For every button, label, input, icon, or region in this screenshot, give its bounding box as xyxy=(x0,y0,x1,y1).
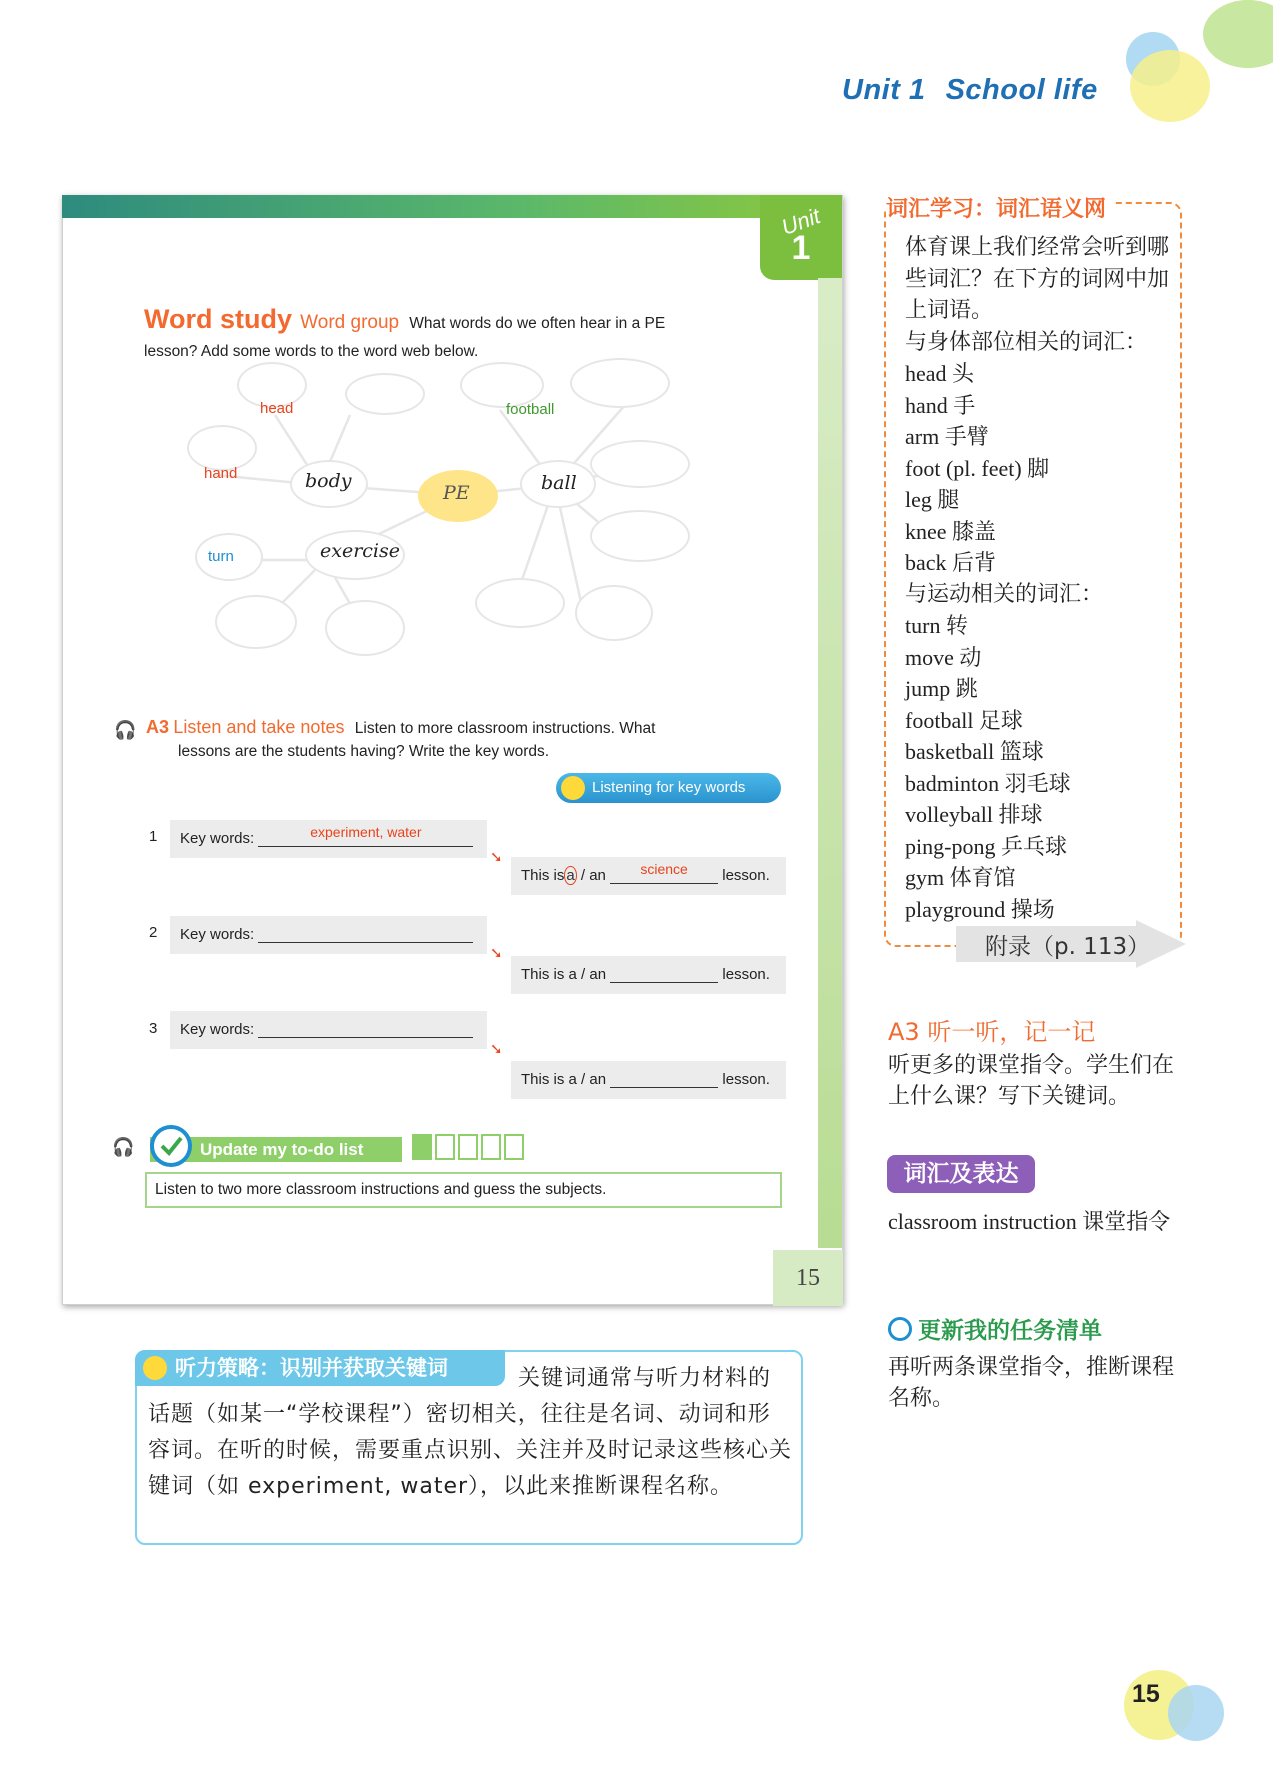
sidebar-update-title: 更新我的任务清单 xyxy=(918,1318,1102,1344)
listening-strategy-label xyxy=(135,1350,505,1386)
todo-box[interactable] xyxy=(504,1134,524,1160)
word-study-subtitle: Word group xyxy=(300,312,400,333)
web-word-pe: PE xyxy=(443,482,470,504)
item-2-answer-line xyxy=(511,956,786,994)
vocab-sport-word: volleyball 排球 xyxy=(905,802,1043,827)
vocab-sport-word: gym 体育馆 xyxy=(905,865,1016,890)
vocab-body-heading: 与身体部位相关的词汇： xyxy=(905,329,1148,355)
arrow-icon: ➘ xyxy=(490,1041,503,1058)
vocab-sport-word: move 动 xyxy=(905,644,982,670)
listening-key-words-label: Listening for key words xyxy=(592,779,746,796)
web-node-empty[interactable] xyxy=(475,578,565,628)
web-node-empty[interactable] xyxy=(325,600,405,656)
unit-title: School life xyxy=(945,74,1098,106)
item-2-number: 2 xyxy=(149,924,158,941)
a3-instruction-1: Listen to more classroom instructions. What xyxy=(354,720,656,737)
word-study-title: Word study xyxy=(144,304,292,334)
item-1-subject: science xyxy=(640,861,688,877)
check-circle-icon xyxy=(150,1125,192,1167)
web-word-head: head xyxy=(260,400,294,417)
item-2-subject-input[interactable] xyxy=(610,959,718,983)
vocab-body-word: knee 膝盖 xyxy=(905,518,997,544)
vocab-body-word: head 头 xyxy=(905,361,975,386)
vocab-expression-item: classroom instruction 课堂指令 xyxy=(888,1209,1171,1234)
vocab-expression-tag: 词汇及表达 xyxy=(887,1155,1035,1193)
web-node-empty[interactable] xyxy=(345,373,425,415)
item-3-key-input[interactable] xyxy=(258,1014,473,1038)
word-study-question-2: lesson? Add some words to the word web below. xyxy=(144,343,479,360)
item-2-lesson: lesson. xyxy=(722,966,770,983)
headphones-icon: 🎧 xyxy=(114,720,137,740)
todo-box-filled xyxy=(412,1134,432,1160)
a3-heading xyxy=(146,716,655,763)
item-1-sep: / an xyxy=(580,867,606,884)
vocab-body-word: back 后背 xyxy=(905,550,997,575)
a3-title: Listen and take notes xyxy=(173,717,345,737)
item-1-number: 1 xyxy=(149,828,158,845)
unit-header xyxy=(842,74,1118,107)
vocab-sport-word: basketball 篮球 xyxy=(905,739,1044,764)
decor-circle-blue xyxy=(1168,1685,1224,1741)
arrow-icon: ➘ xyxy=(490,849,503,866)
todo-task xyxy=(145,1172,782,1208)
web-word-ball: ball xyxy=(541,472,577,494)
sidebar-a3-title: A3 听一听，记一记 xyxy=(888,1018,1096,1046)
word-web xyxy=(175,370,775,690)
page-side-stripe xyxy=(818,278,842,1248)
sidebar-a3-text: 听更多的课堂指令。学生们在上什么课？写下关键词。 xyxy=(888,1053,1175,1109)
unit-tab xyxy=(760,195,842,280)
item-3-key-label: Key words: xyxy=(180,1021,255,1038)
vocab-body-word: hand 手 xyxy=(905,392,976,418)
vocab-body-word: arm 手臂 xyxy=(905,424,989,449)
vocab-sport-word: ping-pong 乒乓球 xyxy=(905,833,1067,859)
item-1-key-label: Key words: xyxy=(180,830,255,847)
todo-progress-boxes xyxy=(412,1134,527,1160)
vocab-intro: 体育课上我们经常会听到哪些词汇？在下方的词网中加上词语。 xyxy=(905,235,1170,323)
a3-instruction-2: lessons are the students having? Write the key words. xyxy=(178,743,550,760)
lightbulb-icon xyxy=(143,1356,167,1380)
vocab-list xyxy=(905,232,1175,925)
item-1-lesson: lesson. xyxy=(722,867,770,884)
item-2-key-input[interactable] xyxy=(258,919,473,943)
web-word-hand: hand xyxy=(204,465,238,482)
lightbulb-icon xyxy=(561,776,585,800)
item-2-key-words xyxy=(170,916,487,954)
vocab-sport-heading: 与运动相关的词汇： xyxy=(905,581,1104,607)
listening-strategy-title: 听力策略：识别并获取关键词 xyxy=(175,1356,448,1380)
decor-circle-green xyxy=(1203,0,1273,68)
web-node-empty[interactable] xyxy=(590,440,690,488)
vocab-note-title: 词汇学习：词汇语义网 xyxy=(886,192,1114,223)
item-1-key-answer: experiment, water xyxy=(310,824,422,840)
web-word-turn: turn xyxy=(208,548,234,565)
web-word-football: football xyxy=(506,401,555,418)
item-1-key-input[interactable] xyxy=(258,823,473,847)
todo-box[interactable] xyxy=(435,1134,455,1160)
vocab-sport-word: football 足球 xyxy=(905,707,1023,733)
sidebar-update-text: 再听两条课堂指令，推断课程名称。 xyxy=(888,1355,1175,1411)
web-node-empty[interactable] xyxy=(570,358,670,408)
decor-circle-yellow xyxy=(1130,50,1210,122)
item-1-key-words xyxy=(170,820,487,858)
item-3-subject-input[interactable] xyxy=(610,1064,718,1088)
unit-tab-word: Unit xyxy=(778,203,824,240)
word-study-question-1: What words do we often hear in a PE xyxy=(409,315,666,332)
web-node-empty[interactable] xyxy=(215,595,297,649)
check-circle-icon xyxy=(888,1317,912,1341)
vocab-sport-word: badminton 羽毛球 xyxy=(905,770,1071,796)
item-1-answer-line xyxy=(511,857,786,895)
item-3-key-words xyxy=(170,1011,487,1049)
a3-label: A3 xyxy=(146,717,170,737)
headphones-icon: 🎧 xyxy=(112,1137,135,1157)
page-top-bar xyxy=(62,195,824,218)
item-3-lesson: lesson. xyxy=(722,1071,770,1088)
web-word-body: body xyxy=(305,470,352,492)
word-study-heading xyxy=(144,305,665,366)
item-1-article-circled: a xyxy=(566,867,575,884)
item-2-this-is: This is a / an xyxy=(521,966,607,983)
todo-box[interactable] xyxy=(458,1134,478,1160)
web-node-empty[interactable] xyxy=(575,585,653,641)
unit-label: Unit 1 xyxy=(842,74,926,106)
todo-text: Listen to two more classroom instructions and guess the subjects. xyxy=(155,1181,607,1198)
textbook-page-number: 15 xyxy=(773,1250,843,1306)
web-node-empty[interactable] xyxy=(590,510,690,562)
sidebar-update-heading xyxy=(888,1312,1102,1345)
item-3-number: 3 xyxy=(149,1020,158,1037)
item-2-key-label: Key words: xyxy=(180,926,255,943)
item-3-answer-line xyxy=(511,1061,786,1099)
vocab-body-word: leg 腿 xyxy=(905,487,960,512)
listening-key-words-button[interactable] xyxy=(556,773,781,803)
vocab-body-word: foot (pl. feet) 脚 xyxy=(905,455,1050,481)
listening-strategy-text: 关键词通常与听力材料的话题（如某一“学校课程”）密切相关，往往是名词、动词和形容词。在听的时候，需要重点识别、关注并及时记录这些核心关键词（如 experiment, water），以此来推断课程名称。 xyxy=(148,1366,793,1499)
item-3-this-is: This is a / an xyxy=(521,1071,607,1088)
page-number: 15 xyxy=(1132,1680,1160,1708)
vocab-sport-word: playground 操场 xyxy=(905,896,1055,922)
item-1-subject-input[interactable] xyxy=(610,860,718,884)
vocab-sport-word: turn 转 xyxy=(905,613,968,638)
appendix-link[interactable]: 附录（p. 113） xyxy=(985,934,1151,960)
todo-title: Update my to-do list xyxy=(200,1140,364,1159)
arrow-icon: ➘ xyxy=(490,945,503,962)
web-word-exercise: exercise xyxy=(320,540,400,562)
item-1-this-is: This is xyxy=(521,867,565,884)
vocab-sport-word: jump 跳 xyxy=(905,676,978,701)
unit-tab-number: 1 xyxy=(791,229,811,267)
todo-box[interactable] xyxy=(481,1134,501,1160)
